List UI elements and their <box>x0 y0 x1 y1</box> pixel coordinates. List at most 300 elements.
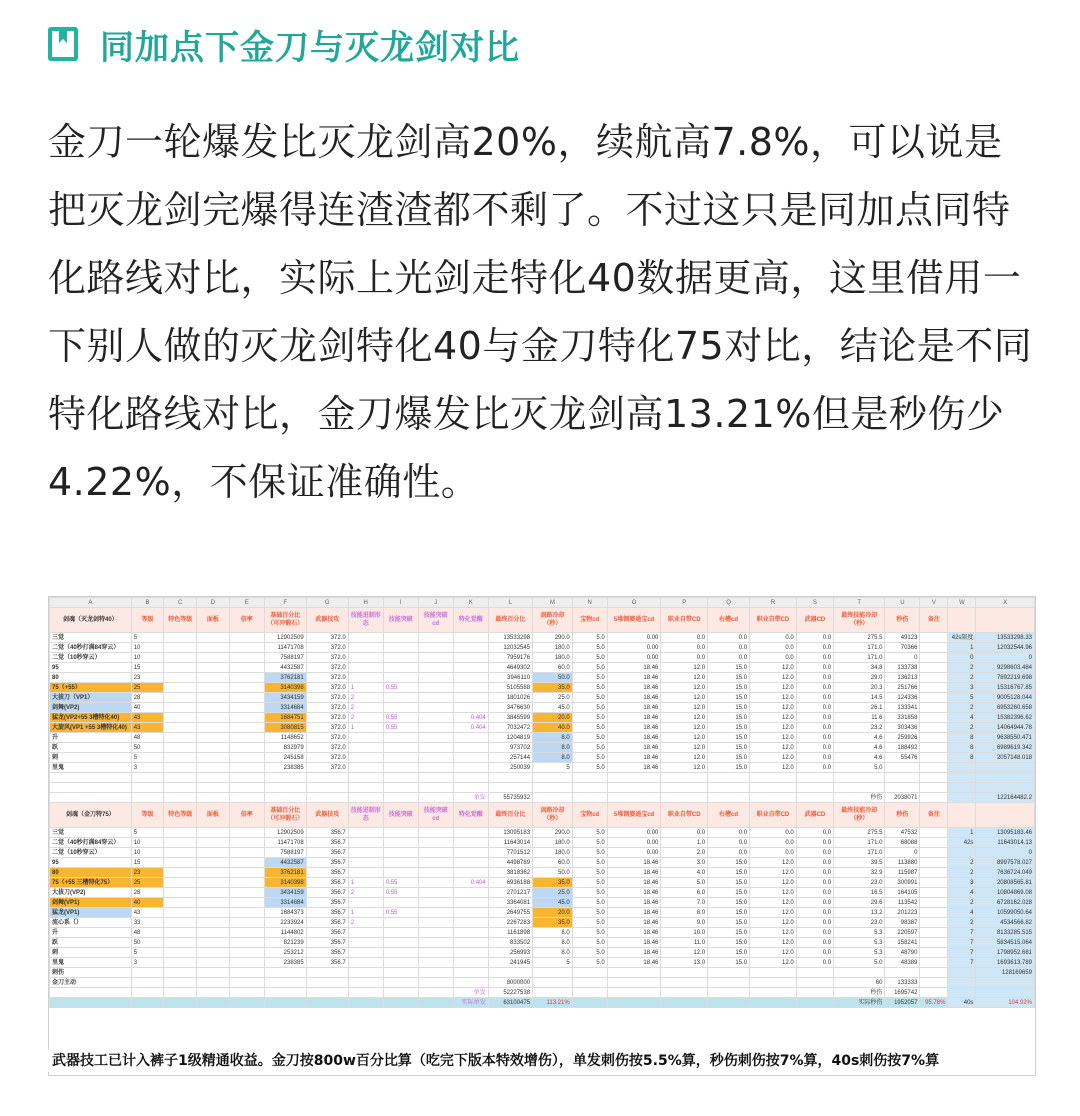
table-cell: 0.0 <box>796 938 833 948</box>
table-cell: 1 <box>948 828 976 838</box>
table-cell: 356.7 <box>306 908 348 918</box>
table-cell: 42s限度 <box>948 633 976 643</box>
table-cell: 180.0 <box>533 653 573 663</box>
table-cell: 15.0 <box>708 663 750 673</box>
table-cell <box>197 848 230 858</box>
table-cell <box>197 783 230 793</box>
table-cell <box>418 848 453 858</box>
table-cell <box>920 743 948 753</box>
table-cell <box>834 968 885 978</box>
table-cell <box>197 938 230 948</box>
table-cell <box>348 958 383 968</box>
table-cell: 1693613.789 <box>976 958 1035 968</box>
table-cell: 11643014.13 <box>976 838 1035 848</box>
table-cell: 18.46 <box>607 948 661 958</box>
table-cell <box>488 968 532 978</box>
header-cell: 剑路冷却（秒） <box>533 608 573 633</box>
table-cell: 372.0 <box>306 733 348 743</box>
table-cell: 5.0 <box>572 948 607 958</box>
table-cell <box>164 898 197 908</box>
table-cell: 95.78% <box>920 998 948 1008</box>
table-cell: 133341 <box>885 703 920 713</box>
table-cell <box>229 948 264 958</box>
table-cell: 5.0 <box>572 673 607 683</box>
table-cell: 12.0 <box>750 683 797 693</box>
table-cell: 259926 <box>885 733 920 743</box>
header-cell: 技能突破 <box>383 803 418 828</box>
table-cell: 5.0 <box>572 838 607 848</box>
header-cell <box>948 803 976 828</box>
table-cell: 15.0 <box>708 878 750 888</box>
table-cell: 1161898 <box>488 928 532 938</box>
table-cell <box>348 763 383 773</box>
table-cell: 275.5 <box>834 633 885 643</box>
table-cell: 1 <box>348 878 383 888</box>
table-cell: 20.0 <box>533 908 573 918</box>
table-cell <box>920 683 948 693</box>
table-cell <box>164 653 197 663</box>
table-cell <box>164 848 197 858</box>
header-cell: 技能突破cd <box>418 803 453 828</box>
table-cell: 331858 <box>885 713 920 723</box>
table-cell: 0.0 <box>661 643 708 653</box>
table-cell: 47532 <box>885 828 920 838</box>
table-cell: 3946110 <box>488 673 532 683</box>
table-cell: 0 <box>885 848 920 858</box>
table-cell <box>948 763 976 773</box>
table-cell <box>131 988 164 998</box>
table-cell <box>164 743 197 753</box>
table-cell: 5.0 <box>572 898 607 908</box>
table-cell: 10804869.08 <box>976 888 1035 898</box>
table-cell: 356.7 <box>306 858 348 868</box>
table-cell <box>418 673 453 683</box>
table-cell: 2267283 <box>488 918 532 928</box>
header-cell: 技能进制形态 <box>348 803 383 828</box>
table-cell: 18.46 <box>607 733 661 743</box>
table-cell: 10 <box>131 848 164 858</box>
table-cell <box>948 773 976 783</box>
table-cell <box>418 743 453 753</box>
table-cell <box>418 683 453 693</box>
header-row <box>50 803 1035 828</box>
table-cell: 3476630 <box>488 703 532 713</box>
table-cell: 15.0 <box>708 898 750 908</box>
table-cell <box>348 653 383 663</box>
table-cell: 18.46 <box>607 663 661 673</box>
table-cell <box>164 713 197 723</box>
table-cell: 0.404 <box>453 878 488 888</box>
header-cell: 武器技攻 <box>306 803 348 828</box>
table-cell: 113542 <box>885 898 920 908</box>
header-cell: 基础百分比（可冲锻石） <box>264 608 306 633</box>
table-cell <box>920 848 948 858</box>
table-cell: 171.0 <box>834 848 885 858</box>
table-cell: 5.0 <box>572 723 607 733</box>
table-cell: 16.5 <box>834 888 885 898</box>
table-cell: 0.0 <box>796 723 833 733</box>
table-row <box>50 713 1035 723</box>
table-row <box>50 673 1035 683</box>
table-cell <box>572 968 607 978</box>
table-cell: 2 <box>948 663 976 673</box>
table-cell: 5.0 <box>834 958 885 968</box>
table-cell: 5.0 <box>572 733 607 743</box>
table-cell: 18.46 <box>607 763 661 773</box>
table-cell: 猛龙(VP1) <box>50 908 132 918</box>
table-cell <box>661 968 708 978</box>
header-cell: 特色等级 <box>164 803 197 828</box>
column-letter: K <box>453 598 488 608</box>
table-cell: 8 <box>948 743 976 753</box>
table-cell: 12.0 <box>750 673 797 683</box>
table-cell: 15.0 <box>708 888 750 898</box>
table-cell: 8.0 <box>533 743 573 753</box>
table-cell: 12.0 <box>661 673 708 683</box>
table-cell <box>50 998 132 1008</box>
table-cell: 0.0 <box>796 753 833 763</box>
table-cell: 12.0 <box>750 948 797 958</box>
table-cell: 5.0 <box>572 663 607 673</box>
header-cell: 最终百分比 <box>488 608 532 633</box>
table-cell <box>197 763 230 773</box>
table-cell: 133738 <box>885 663 920 673</box>
table-cell <box>164 868 197 878</box>
table-cell <box>920 663 948 673</box>
table-cell <box>164 908 197 918</box>
table-cell <box>164 643 197 653</box>
table-cell <box>197 773 230 783</box>
table-cell <box>920 793 948 803</box>
table-cell: 18.46 <box>607 878 661 888</box>
table-cell <box>131 783 164 793</box>
table-row <box>50 968 1035 978</box>
table-cell: 金刀主动 <box>50 978 132 988</box>
column-letter: C <box>164 598 197 608</box>
table-cell: 15.0 <box>708 938 750 948</box>
table-cell: 201223 <box>885 908 920 918</box>
table-cell: 356.7 <box>306 938 348 948</box>
table-cell: 60.0 <box>533 858 573 868</box>
table-cell <box>920 773 948 783</box>
table-cell <box>750 773 797 783</box>
header-cell: 特化觉醒 <box>453 803 488 828</box>
table-cell <box>572 988 607 998</box>
table-cell <box>164 998 197 1008</box>
table-cell <box>453 653 488 663</box>
header-cell: 最终技能冷却（秒） <box>834 803 885 828</box>
table-cell: 2 <box>948 703 976 713</box>
table-cell <box>572 773 607 783</box>
table-cell: 大旋风(VP1 +55 3槽特化40) <box>50 723 132 733</box>
header-cell: 技能突破 <box>383 608 418 633</box>
table-cell: 5834515.064 <box>976 938 1035 948</box>
table-cell <box>418 693 453 703</box>
table-cell <box>229 673 264 683</box>
table-cell: 2 <box>948 673 976 683</box>
table-cell: 12.0 <box>750 733 797 743</box>
table-cell: 23.0 <box>834 878 885 888</box>
table-cell: 15.0 <box>708 948 750 958</box>
table-row <box>50 663 1035 673</box>
table-cell: 300991 <box>885 878 920 888</box>
table-cell <box>197 643 230 653</box>
table-cell <box>418 988 453 998</box>
table-cell: 158241 <box>885 938 920 948</box>
table-cell <box>164 928 197 938</box>
header-cell: 等级 <box>131 608 164 633</box>
table-cell <box>197 633 230 643</box>
table-cell: 3434159 <box>264 693 306 703</box>
table-cell: 20.0 <box>533 713 573 723</box>
table-cell <box>229 793 264 803</box>
table-cell: 3 <box>948 683 976 693</box>
table-cell: 6953260.658 <box>976 703 1035 713</box>
table-cell <box>348 928 383 938</box>
table-cell: 0.0 <box>796 633 833 643</box>
table-cell: 0.55 <box>383 908 418 918</box>
table-row <box>50 693 1035 703</box>
table-cell: 6936188 <box>488 878 532 888</box>
table-cell: 12.0 <box>750 663 797 673</box>
table-cell <box>383 968 418 978</box>
table-cell <box>383 733 418 743</box>
table-cell <box>920 948 948 958</box>
table-cell <box>229 828 264 838</box>
table-cell: 12.0 <box>661 663 708 673</box>
table-cell: 2 <box>348 693 383 703</box>
table-cell: 5.0 <box>572 938 607 948</box>
table-row <box>50 898 1035 908</box>
table-cell: 35.0 <box>533 878 573 888</box>
table-cell <box>920 753 948 763</box>
table-cell: 1798952.681 <box>976 948 1035 958</box>
table-cell <box>197 898 230 908</box>
table-cell <box>383 858 418 868</box>
table-cell <box>383 633 418 643</box>
table-cell <box>264 793 306 803</box>
table-cell <box>229 773 264 783</box>
table-cell: 50 <box>131 743 164 753</box>
table-cell: 48790 <box>885 948 920 958</box>
table-cell <box>948 978 976 988</box>
table-cell <box>229 763 264 773</box>
table-cell: 372.0 <box>306 703 348 713</box>
table-cell <box>164 693 197 703</box>
table-cell: 0.0 <box>796 683 833 693</box>
table-cell: 0.0 <box>708 838 750 848</box>
table-cell: 113.21% <box>533 998 573 1008</box>
column-letter: L <box>488 598 532 608</box>
table-cell: 12.0 <box>661 733 708 743</box>
table-cell <box>453 663 488 673</box>
table-cell <box>229 633 264 643</box>
table-cell: 3314684 <box>264 703 306 713</box>
table-cell <box>348 643 383 653</box>
table-cell <box>131 998 164 1008</box>
table-cell: 12.0 <box>661 713 708 723</box>
table-cell <box>306 793 348 803</box>
column-letter-row <box>50 598 1035 608</box>
table-cell: 0.404 <box>453 723 488 733</box>
table-cell <box>197 713 230 723</box>
table-cell <box>418 703 453 713</box>
table-cell: 4.6 <box>834 733 885 743</box>
header-cell: 职业自带CD <box>661 803 708 828</box>
table-cell <box>920 653 948 663</box>
table-cell <box>383 868 418 878</box>
table-cell <box>348 633 383 643</box>
header-cell: 剑魂（灭龙剑特40） <box>50 608 132 633</box>
table-cell: 356.7 <box>306 958 348 968</box>
table-cell: 0.0 <box>750 828 797 838</box>
table-cell: 12032544.96 <box>976 643 1035 653</box>
table-cell: 3818362 <box>488 868 532 878</box>
table-cell <box>197 673 230 683</box>
header-cell: 武器技攻 <box>306 608 348 633</box>
table-cell: 三觉 <box>50 828 132 838</box>
table-cell: 7892219.698 <box>976 673 1035 683</box>
table-cell <box>920 723 948 733</box>
table-cell <box>197 653 230 663</box>
table-cell: 12.0 <box>661 723 708 733</box>
table-cell <box>164 733 197 743</box>
table-cell <box>164 938 197 948</box>
table-cell: 13533298 <box>488 633 532 643</box>
table-cell: 8997578.027 <box>976 858 1035 868</box>
table-cell: 二觉（40秒打满84穿云） <box>50 838 132 848</box>
table-cell: 43 <box>131 908 164 918</box>
table-cell: 0.0 <box>796 848 833 858</box>
table-cell: 80 <box>50 673 132 683</box>
table-cell: 0.0 <box>796 948 833 958</box>
table-row <box>50 918 1035 928</box>
header-cell: 技能进制形态 <box>348 608 383 633</box>
table-cell <box>533 783 573 793</box>
table-cell: 2 <box>948 723 976 733</box>
table-cell <box>348 938 383 948</box>
table-cell <box>229 848 264 858</box>
table-cell: 12.0 <box>661 693 708 703</box>
table-cell <box>164 663 197 673</box>
table-cell: 29.0 <box>834 673 885 683</box>
table-cell: 18.46 <box>607 928 661 938</box>
table-cell: 0.0 <box>796 838 833 848</box>
table-row <box>50 743 1035 753</box>
column-letter: R <box>750 598 797 608</box>
table-cell <box>264 783 306 793</box>
table-cell <box>607 783 661 793</box>
body-paragraph: 金刀一轮爆发比灭龙剑高20%，续航高7.8%，可以说是把灭龙剑完爆得连渣渣都不剩了。不过这只是同加点同特化路线对比，实际上光剑走特化40数据更高，这里借用一下别人做的灭龙剑特化40与金刀特化75对比，结论是不同特化路线对比，金刀爆发比灭龙剑高13.21%但是秒伤少4.22%，不保证准确性。 <box>48 120 1033 504</box>
table-cell: 4432587 <box>264 858 306 868</box>
table-cell: 3 <box>131 763 164 773</box>
table-cell <box>306 998 348 1008</box>
table-cell: 流心系（） <box>50 918 132 928</box>
table-cell <box>418 663 453 673</box>
table-cell: 5 <box>131 633 164 643</box>
table-cell <box>453 968 488 978</box>
table-cell: 40s <box>948 998 976 1008</box>
table-cell: 50 <box>131 938 164 948</box>
table-cell: 秒伤 <box>834 988 885 998</box>
column-letter: E <box>229 598 264 608</box>
table-cell <box>164 673 197 683</box>
table-cell: 18.46 <box>607 908 661 918</box>
table-cell: 5.0 <box>572 703 607 713</box>
table-cell <box>229 978 264 988</box>
table-cell <box>796 978 833 988</box>
table-cell: 0.0 <box>796 743 833 753</box>
table-cell: 60 <box>834 978 885 988</box>
table-cell <box>453 673 488 683</box>
table-cell <box>453 868 488 878</box>
table-cell <box>418 978 453 988</box>
table-cell <box>453 898 488 908</box>
table-cell: 5.0 <box>572 683 607 693</box>
table-cell: 2038071 <box>885 793 920 803</box>
table-cell <box>750 783 797 793</box>
table-row <box>50 683 1035 693</box>
table-cell: 7.0 <box>661 898 708 908</box>
table-cell <box>164 918 197 928</box>
table-cell: 0.0 <box>796 908 833 918</box>
table-cell: 0.404 <box>453 713 488 723</box>
table-cell <box>418 753 453 763</box>
table-cell <box>348 978 383 988</box>
table-cell <box>348 948 383 958</box>
table-cell <box>348 793 383 803</box>
column-letter: O <box>607 598 661 608</box>
table-cell: 0.0 <box>796 928 833 938</box>
table-cell <box>708 998 750 1008</box>
table-cell: 18.46 <box>607 673 661 683</box>
table-cell: 5.0 <box>572 693 607 703</box>
table-cell: 11471708 <box>264 838 306 848</box>
table-cell <box>383 838 418 848</box>
table-cell: 98387 <box>885 918 920 928</box>
header-cell: 职业自带CD <box>661 608 708 633</box>
table-cell <box>164 988 197 998</box>
table-cell <box>164 888 197 898</box>
table-cell: 133333 <box>885 978 920 988</box>
table-row <box>50 888 1035 898</box>
table-cell <box>164 783 197 793</box>
section-title: 同加点下金刀与灭龙剑对比 <box>100 27 520 68</box>
header-cell: 宝物cd <box>572 803 607 828</box>
table-cell: 356.7 <box>306 828 348 838</box>
table-cell: 4 <box>948 908 976 918</box>
table-cell: 0.0 <box>796 918 833 928</box>
table-cell: 356.7 <box>306 928 348 938</box>
table-cell: 28 <box>131 888 164 898</box>
table-cell: 10.0 <box>661 928 708 938</box>
table-cell <box>197 828 230 838</box>
column-letter: T <box>834 598 885 608</box>
table-cell: 188492 <box>885 743 920 753</box>
table-cell <box>229 898 264 908</box>
table-cell: 12.0 <box>750 918 797 928</box>
table-cell: 14.5 <box>834 693 885 703</box>
table-cell: 372.0 <box>306 713 348 723</box>
table-cell <box>920 978 948 988</box>
table-cell: 13.0 <box>661 958 708 968</box>
table-cell: 12.0 <box>661 753 708 763</box>
table-cell: 55735932 <box>488 793 532 803</box>
table-cell <box>197 998 230 1008</box>
table-cell: 12.0 <box>750 878 797 888</box>
table-cell <box>418 858 453 868</box>
table-cell: 12.0 <box>750 938 797 948</box>
